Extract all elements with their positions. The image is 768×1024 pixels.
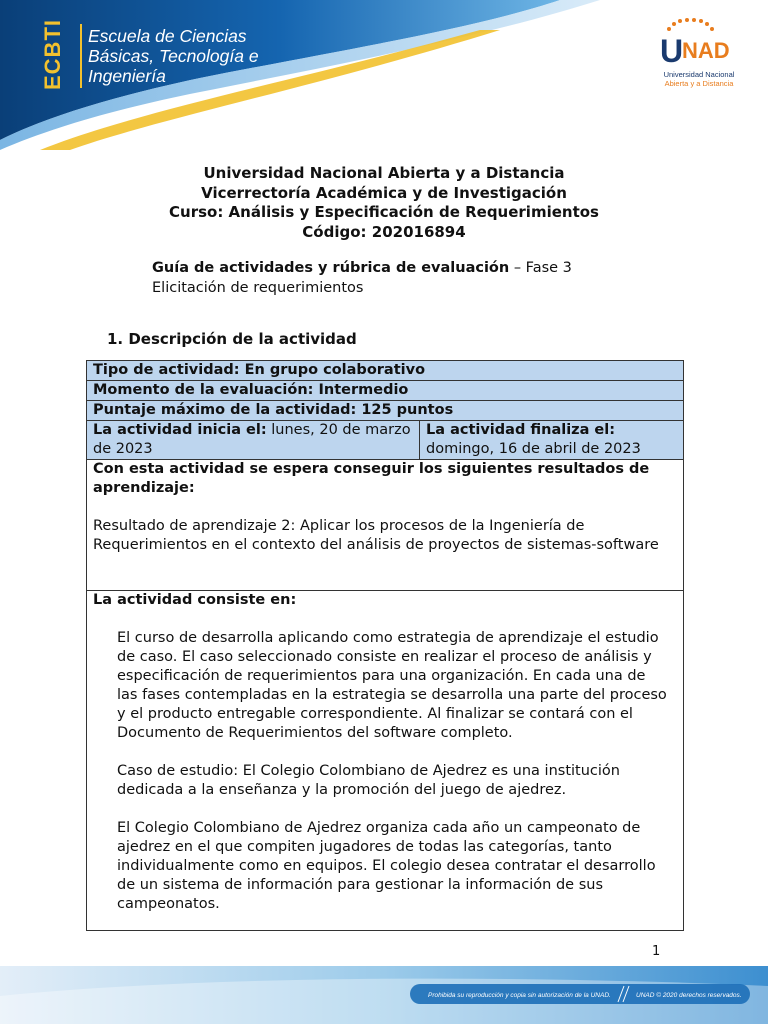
unad-logo-u: U xyxy=(660,33,684,69)
max-score: Puntaje máximo de la actividad: 125 puntos xyxy=(93,402,454,418)
unad-subtitle xyxy=(654,70,744,88)
end-date-cell xyxy=(420,421,684,460)
table-row xyxy=(87,421,684,460)
activity-paragraph-2: Caso de estudio: El Colegio Colombiano de Ajedrez es una institución dedicada a la enseñanza y la promoción del juego de ajedrez. xyxy=(117,763,620,798)
table-row xyxy=(87,381,684,401)
school-name xyxy=(88,26,259,86)
start-date-value: lunes, 20 de marzo de 2023 xyxy=(93,422,411,457)
school-name-line1: Escuela de Ciencias xyxy=(88,26,247,46)
start-date-cell xyxy=(87,421,420,460)
guide-phase-name: Elicitación de requerimientos xyxy=(152,280,364,296)
guide-title-bold: Guía de actividades y rúbrica de evaluación xyxy=(152,260,510,276)
activity-type: Tipo de actividad: En grupo colaborativo xyxy=(93,362,426,378)
school-name-line2: Básicas, Tecnología e xyxy=(88,46,259,66)
ecbti-divider xyxy=(80,24,82,88)
table-row xyxy=(87,401,684,421)
page-number: 1 xyxy=(652,944,661,959)
unad-subtitle-line1: Universidad Nacional xyxy=(663,70,735,79)
footer-notice-copy: Prohibida su reproducción y copia sin autorización de la UNAD. xyxy=(428,992,611,999)
table-row xyxy=(87,591,684,931)
evaluation-moment: Momento de la evaluación: Intermedio xyxy=(93,382,409,398)
guide-phase: – Fase 3 xyxy=(509,260,572,276)
learning-outcomes-label: Con esta actividad se espera conseguir los siguientes resultados de aprendizaje: xyxy=(93,461,650,496)
start-date-label: La actividad inicia el: xyxy=(93,422,267,438)
learning-outcome-2: Resultado de aprendizaje 2: Aplicar los procesos de la Ingeniería de Requerimientos en el contexto del análisis de proyectos de sistemas-software xyxy=(93,518,659,553)
activity-table xyxy=(86,360,684,931)
activity-consists-label: La actividad consiste en: xyxy=(93,592,297,608)
activity-paragraph-1: El curso de desarrolla aplicando como estrategia de aprendizaje el estudio de caso. El caso seleccionado consiste en realizar el proceso de análisis y especificación de requerimientos para una organización. En cada una de las fases contempladas en la estrategia se desarrolla una parte del proceso y el producto entregable correspondiente. Al finalizar se contará con el Documento de Requerimientos del software completo. xyxy=(117,630,667,741)
title-course: Curso: Análisis y Especificación de Requerimientos xyxy=(169,203,599,221)
school-name-line3: Ingeniería xyxy=(88,66,166,86)
title-code: Código: 202016894 xyxy=(302,222,466,241)
table-row xyxy=(87,361,684,381)
guide-heading xyxy=(152,258,572,298)
section-title: 1. Descripción de la actividad xyxy=(107,330,357,348)
unad-subtitle-line2: Abierta y a Distancia xyxy=(664,79,734,88)
title-university: Universidad Nacional Abierta y a Distancia xyxy=(203,164,565,182)
end-date-label: La actividad finaliza el: xyxy=(426,422,616,438)
table-row xyxy=(87,460,684,591)
unad-logo-nad: NAD xyxy=(682,38,730,63)
document-title xyxy=(0,164,768,242)
activity-paragraph-3: El Colegio Colombiano de Ajedrez organiza cada año un campeonato de ajedrez en el que compiten jugadores de todas las categorías, tanto individualmente como en equipos. El colegio desea contratar el desarrollo de un sistema de información para gestionar la información de sus campeonatos. xyxy=(117,820,656,912)
title-vicerrectoria: Vicerrectoría Académica y de Investigación xyxy=(201,183,567,202)
end-date-value: domingo, 16 de abril de 2023 xyxy=(426,441,641,457)
footer-notice-rights: UNAD © 2020 derechos reservados. xyxy=(636,992,742,999)
ecbti-logo-text: ECBTI xyxy=(40,19,65,90)
